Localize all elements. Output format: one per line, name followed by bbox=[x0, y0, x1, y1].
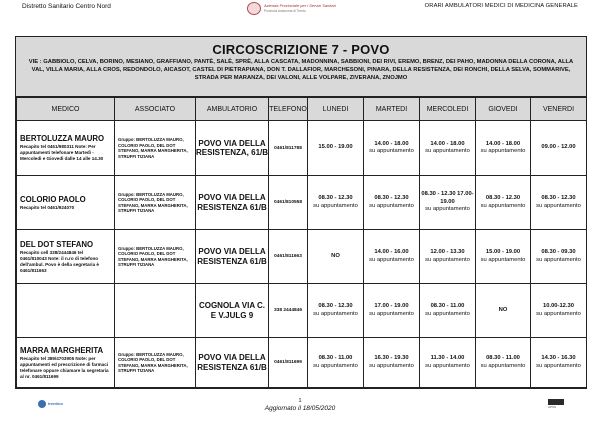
document-heading: ORARI AMBULATORI MEDICI DI MEDICINA GENERALE bbox=[424, 3, 578, 9]
martedi-cell: 17.00 - 19.00 su appuntamento bbox=[364, 284, 420, 338]
giovedi-cell: NO bbox=[476, 284, 531, 338]
telefono-cell: 0461/810558 bbox=[269, 176, 308, 230]
col-venerdi: VENERDI bbox=[531, 98, 587, 121]
logo-line1: Azienda Provinciale per i Servizi Sanitari bbox=[264, 3, 336, 8]
trentino-logo-text: trentino bbox=[48, 401, 63, 406]
telefono-cell: 0461/811788 bbox=[269, 121, 308, 176]
page-number: 1 bbox=[298, 398, 302, 404]
venerdi-cell: 10.00-12.30 su appuntamento bbox=[531, 284, 587, 338]
col-telefono: TELEFONO bbox=[269, 98, 308, 121]
col-martedi: MARTEDI bbox=[364, 98, 420, 121]
martedi-cell: 08.30 - 12.30 su appuntamento bbox=[364, 176, 420, 230]
col-ambulatorio: AMBULATORIO bbox=[196, 98, 269, 121]
doctor-note: Recapito tel 0461/924070 bbox=[20, 204, 75, 210]
header-row bbox=[17, 98, 587, 121]
lunedi-cell: 08.30 - 12.30 su appuntamento bbox=[308, 176, 364, 230]
page-header bbox=[0, 0, 600, 28]
mercoledi-cell: 12.00 - 13.30 su appuntamento bbox=[420, 230, 476, 284]
col-medico: MEDICO bbox=[17, 98, 115, 121]
col-mercoledi: MERCOLEDI bbox=[420, 98, 476, 121]
mercoledi-cell: 14.00 - 18.00 su appuntamento bbox=[420, 121, 476, 176]
ambulatorio-cell: POVO VIA DELLA RESISTENZA 61/B bbox=[196, 338, 269, 388]
col-lunedi: LUNEDI bbox=[308, 98, 364, 121]
doctor-name: MARRA MARGHERITA bbox=[20, 345, 104, 355]
table-row bbox=[17, 284, 587, 338]
venerdi-cell: 08.30 - 12.30 su appuntamento bbox=[531, 176, 587, 230]
associato-cell: Gruppo: BERTOLUZZA MAURO, COLORIO PAOLO, DEL DOT STEFANO, MARRA MARGHERITA, STRUFFI TIZIANA bbox=[115, 176, 196, 230]
associato-cell: Gruppo: BERTOLUZZA MAURO, COLORIO PAOLO, DEL DOT STEFANO, MARRA MARGHERITA, STRUFFI TIZIANA bbox=[115, 338, 196, 388]
apss-logo-mark-icon bbox=[247, 2, 261, 15]
lunedi-cell: 08.30 - 12.30 su appuntamento bbox=[308, 284, 364, 338]
district-title: CIRCOSCRIZIONE 7 - POVO bbox=[212, 42, 390, 57]
col-giovedi: GIOVEDI bbox=[476, 98, 531, 121]
martedi-cell: 16.30 - 19.30 su appuntamento bbox=[364, 338, 420, 388]
page-footer bbox=[0, 394, 600, 424]
venerdi-cell: 09.00 - 12.00 bbox=[531, 121, 587, 176]
giovedi-cell: 08.30 - 11.00 su appuntamento bbox=[476, 338, 531, 388]
mercoledi-cell: 11.30 - 14.00 su appuntamento bbox=[420, 338, 476, 388]
associato-cell: Gruppo: BERTOLUZZA MAURO, COLORIO PAOLO, DEL DOT STEFANO, MARRA MARGHERITA, STRUFFI TIZIANA bbox=[115, 121, 196, 176]
medico-cell bbox=[17, 230, 115, 284]
streets-list: VIE : GABBIOLO, CELVA, BORINO, MESIANO, GRAFFIANO, PANTÈ, SALÈ, SPRÈ, ALLA CASCATA, MADONNINA, SABBIONI, DEI RIVI, EREMO, BRENZ, DEI PAHO, MADONNA DELLA CORONA, ALLA VAL, VILLA MARIA, ALLA CROS, REDONDOLO, AICASOT, CASTEL DI PIETRAPIANA, DON T. DALLAFIOR, MARCHESONI, PINARA, DELLA RESISTENZA, DEI RONCHI, DELLA SELVA, SOMMARIVE, STRADA PER MARANZA, DEI VALONI, ALLE VOLPARE, ZIVERANA, ZNOJMO bbox=[28, 59, 574, 81]
table-row bbox=[17, 338, 587, 388]
apss-footer-logo bbox=[548, 399, 564, 409]
associato-cell bbox=[115, 284, 196, 338]
col-associato: ASSOCIATO bbox=[115, 98, 196, 121]
medico-cell bbox=[17, 121, 115, 176]
mercoledi-cell: 08.30 - 11.00 su appuntamento bbox=[420, 284, 476, 338]
medico-cell bbox=[17, 338, 115, 388]
doctor-note: Recapito cell 338/2444846 tel 0461/810043 Note: il n.ro di telefono dell'ambul. Povo è della segretaria è 0461/811663 bbox=[20, 249, 99, 273]
venerdi-cell: 08.30 - 09.30 su appuntamento bbox=[531, 230, 587, 284]
medico-cell bbox=[17, 284, 115, 338]
associato-cell: Gruppo: BERTOLUZZA MAURO, COLORIO PAOLO, DEL DOT STEFANO, MARRA MARGHERITA, STRUFFI TIZIANA bbox=[115, 230, 196, 284]
doctors-grid bbox=[16, 97, 587, 388]
last-updated: Aggiornato il 18/05/2020 bbox=[264, 405, 336, 412]
apss-footer-logo-text: APSS bbox=[548, 405, 557, 409]
giovedi-cell: 08.30 - 12.30 su appuntamento bbox=[476, 176, 531, 230]
district-name: Distretto Sanitario Centro Nord bbox=[22, 3, 111, 10]
telefono-cell: 338 2444846 bbox=[269, 284, 308, 338]
doctor-note: Recapito tel 0461/980311 Note: Per appuntamenti telefonare Martedì - Mercoledì e Giovedì dalle 14 alle 14.30 bbox=[20, 144, 104, 161]
table-row bbox=[17, 176, 587, 230]
giovedi-cell: 14.00 - 18.00 su appuntamento bbox=[476, 121, 531, 176]
table-row bbox=[17, 230, 587, 284]
martedi-cell: 14.00 - 16.00 su appuntamento bbox=[364, 230, 420, 284]
doctor-name: COLORIO PAOLO bbox=[20, 194, 86, 204]
lunedi-cell: 08.30 - 11.00 su appuntamento bbox=[308, 338, 364, 388]
doctor-name: DEL DOT STEFANO bbox=[20, 239, 94, 249]
lunedi-cell: 15.00 - 19.00 bbox=[308, 121, 364, 176]
doctor-name: BERTOLUZZA MAURO bbox=[20, 134, 105, 143]
table-row bbox=[17, 121, 587, 176]
telefono-cell: 0461/811663 bbox=[269, 230, 308, 284]
giovedi-cell: 15.00 - 19.00 su appuntamento bbox=[476, 230, 531, 284]
apss-logo bbox=[247, 0, 343, 18]
ambulatorio-cell: POVO VIA DELLA RESISTENZA 61/B bbox=[196, 176, 269, 230]
telefono-cell: 0461/811699 bbox=[269, 338, 308, 388]
logo-line2: Provincia Autonoma di Trento bbox=[264, 9, 306, 13]
ambulatorio-cell: POVO VIA DELLA RESISTENZA, 61/B bbox=[196, 121, 269, 176]
martedi-cell: 14.00 - 18.00 su appuntamento bbox=[364, 121, 420, 176]
doctor-note: Recapito tel 389/4703905 Note: per appuntamenti ed prescrizione di farmaci telefonare oppure chiamare la segretaria al nr. 0461/811699 bbox=[20, 355, 109, 379]
title-block bbox=[16, 37, 586, 97]
medico-cell bbox=[17, 176, 115, 230]
venerdi-cell: 14.30 - 16.30 su appuntamento bbox=[531, 338, 587, 388]
mercoledi-cell: 08.30 - 12.30 17.00-19.00 su appuntamento bbox=[420, 176, 476, 230]
schedule-table bbox=[15, 36, 587, 389]
ambulatorio-cell: COGNOLA VIA C. E V.JULG 9 bbox=[196, 284, 269, 338]
lunedi-cell: NO bbox=[308, 230, 364, 284]
ambulatorio-cell: POVO VIA DELLA RESISTENZA 61/B bbox=[196, 230, 269, 284]
